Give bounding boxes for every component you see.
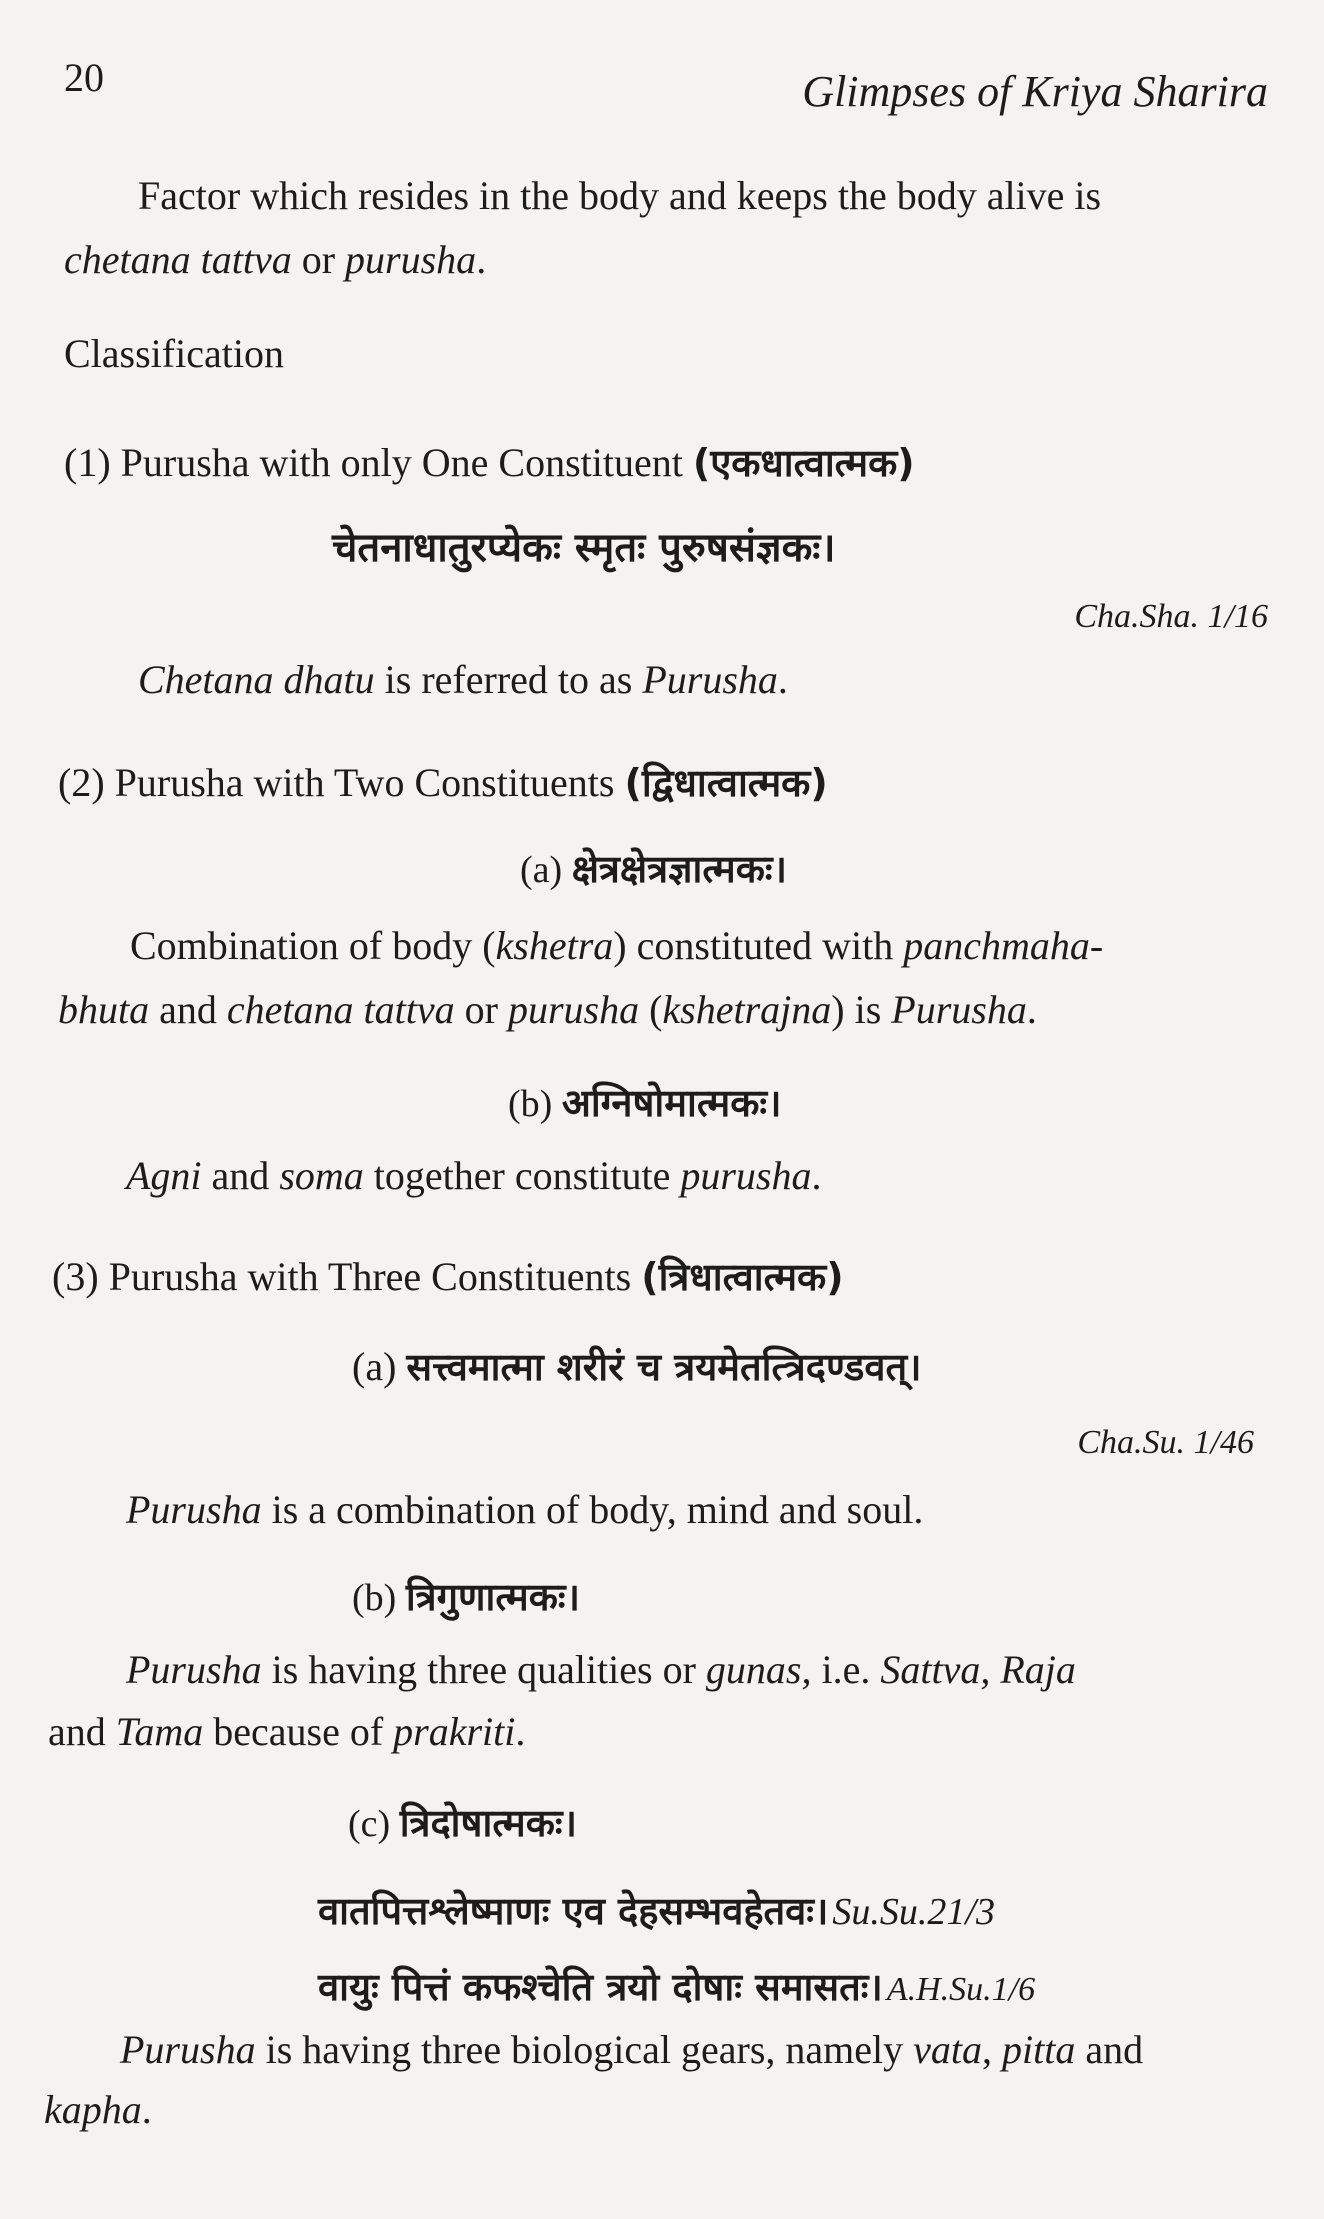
section-3c-devanagari: त्रिदोषात्मकः। <box>399 1801 577 1845</box>
section-3c-verse-1-line <box>318 1884 995 1936</box>
section-3a-devanagari: सत्त्वमात्मा शरीरं च त्रयमेतत्त्रिदण्डवत्। <box>406 1345 922 1389</box>
section-2a-line: (a) क्षेत्रक्षेत्रज्ञात्मकः। <box>520 847 787 891</box>
section-2b-explanation: Agni and soma together constitute purusha. <box>126 1153 822 1198</box>
term-purusha: purusha <box>345 237 477 282</box>
section-1-heading-devanagari: (एकधात्वात्मक) <box>692 441 915 485</box>
section-3c-exp-line-2: kapha. <box>44 2087 152 2132</box>
section-1-reference: Cha.Sha. 1/16 <box>1074 598 1268 635</box>
section-3b-devanagari: त्रिगुणात्मकः। <box>405 1575 581 1619</box>
section-2-heading-devanagari: (द्विधात्वात्मक) <box>624 761 828 805</box>
section-3c-exp-line-1: Purusha is having three biological gears, namely vata, pitta and <box>120 2027 1144 2072</box>
section-2a-exp-line-2: bhuta and chetana tattva or purusha (kshetrajna) is Purusha. <box>58 987 1037 1032</box>
section-3a-line: (a) सत्त्वमात्मा शरीरं च त्रयमेतत्त्रिदण्डवत्। <box>352 1344 922 1389</box>
section-1-heading: (1) Purusha with only One Constituent (एकधात्वात्मक) <box>64 440 915 485</box>
section-2b-line: (b) अग्निषोमात्मकः। <box>508 1081 782 1125</box>
section-1-verse: चेतनाधातुरप्येकः स्मृतः पुरुषसंज्ञकः। <box>332 525 836 571</box>
intro-line-2: chetana tattva or purusha. <box>64 237 487 282</box>
section-3c-verse-2-reference: A.H.Su.1/6 <box>886 1971 1036 2008</box>
section-3c-verse-1-reference: Su.Su.21/3 <box>832 1891 995 1933</box>
section-3b-exp-line-1: Purusha is having three qualities or gunas, i.e. Sattva, Raja <box>126 1647 1076 1692</box>
section-3c-verse-1: वातपित्तश्लेष्माणः एव देहसम्भवहेतवः। <box>318 1889 829 1933</box>
section-2-heading: (2) Purusha with Two Constituents (द्विधात्वात्मक) <box>58 760 828 805</box>
section-3-heading-devanagari: (त्रिधात्वात्मक) <box>641 1255 844 1299</box>
section-3c-verse-2-line <box>318 1960 1035 2012</box>
section-3c-line: (c) त्रिदोषात्मकः। <box>348 1801 577 1845</box>
section-3b-line: (b) त्रिगुणात्मकः। <box>352 1575 581 1619</box>
section-2a-devanagari: क्षेत्रक्षेत्रज्ञात्मकः। <box>571 847 787 891</box>
section-3a-reference: Cha.Su. 1/46 <box>1077 1424 1254 1461</box>
classification-heading: Classification <box>64 331 284 376</box>
section-3a-explanation: Purusha is a combination of body, mind and soul. <box>126 1487 924 1532</box>
section-1-explanation: Chetana dhatu is referred to as Purusha. <box>138 657 788 702</box>
page-number: 20 <box>64 55 104 100</box>
section-3b-exp-line-2: and Tama because of prakriti. <box>48 1709 526 1754</box>
section-3-heading: (3) Purusha with Three Constituents (त्रिधात्वात्मक) <box>52 1254 844 1299</box>
section-2a-exp-line-1: Combination of body (kshetra) constituted with panchmaha- <box>130 923 1104 968</box>
section-2b-devanagari: अग्निषोमात्मकः। <box>561 1081 782 1125</box>
intro-line-1: Factor which resides in the body and keeps the body alive is <box>138 173 1102 218</box>
running-title: Glimpses of Kriya Sharira <box>802 67 1268 116</box>
term-chetana-tattva: chetana tattva <box>64 237 292 282</box>
section-3c-verse-2: वायुः पित्तं कफश्चेति त्रयो दोषाः समासतः। <box>318 1965 883 2009</box>
